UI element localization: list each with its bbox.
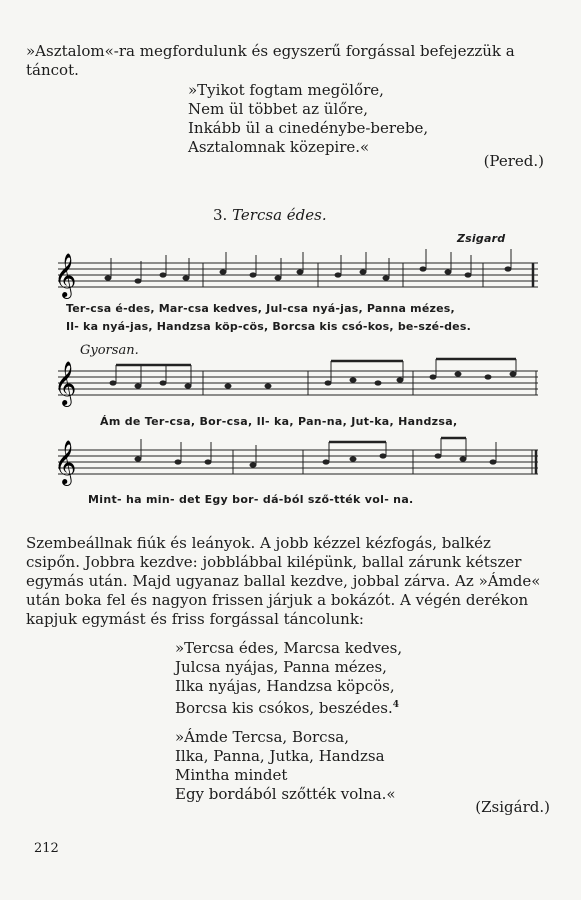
intro-paragraph — [26, 42, 556, 80]
dance-description — [26, 534, 556, 629]
svg-text:𝄞: 𝄞 — [54, 361, 77, 405]
lyric-line: Il- ka nyá-jas, Handzsa köp-cös, Borcsa kis csó-kos, be-szé-des. — [66, 320, 471, 333]
tempo-marking: Gyorsan. — [80, 343, 139, 358]
poem-line: »Ámde Tercsa, Borcsa, — [175, 728, 349, 746]
intro-line: táncot. — [26, 61, 79, 79]
poem-line: Ilka, Panna, Jutka, Handzsa — [175, 747, 385, 765]
svg-text:𝄞: 𝄞 — [54, 440, 77, 484]
paragraph-line: Szembeállnak fiúk és leányok. A jobb kézzel kézfogás, balkéz — [26, 534, 491, 552]
poem-line: Mintha mindet — [175, 766, 288, 784]
poem-line: Nem ül többet az ülőre, — [188, 100, 369, 118]
lyric-line: Mint- ha min- det Egy bor- dá-ból sző-tték vol- na. — [88, 493, 414, 506]
song-title-text: Tercsa édes. — [232, 206, 327, 224]
poem-1 — [188, 81, 428, 157]
svg-text:𝄞: 𝄞 — [54, 253, 77, 297]
poem-1-attribution: (Pered.) — [483, 152, 544, 170]
poem-line: Egy bordából szőtték volna.« — [175, 785, 396, 803]
poem-line-text: Borcsa kis csókos, beszédes. — [175, 699, 393, 717]
music-staff-3 — [38, 433, 548, 491]
poem-2-attribution: (Zsigárd.) — [475, 798, 550, 816]
music-staff-1 — [38, 246, 548, 306]
collector-label: Zsigard — [457, 232, 506, 245]
footnote-mark: 4 — [392, 700, 400, 710]
poem-line: Inkább ül a cinedénybe-berebe, — [188, 119, 429, 137]
poem-line: »Tyikot fogtam megölőre, — [188, 81, 384, 99]
song-title — [213, 206, 327, 224]
paragraph-line: után boka fel és nagyon frissen járjuk a bokázót. A végén derékon — [26, 591, 529, 609]
poem-line: »Tercsa édes, Marcsa kedves, — [175, 639, 403, 657]
poem-line: Ilka nyájas, Handzsa köpcös, — [175, 677, 395, 695]
lyric-line: Ter-csa é-des, Mar-csa kedves, Jul-csa nyá-jas, Panna mézes, — [66, 302, 455, 315]
poem-line: Julcsa nyájas, Panna mézes, — [175, 658, 387, 676]
poem-line — [175, 696, 402, 718]
intro-line: »Asztalom«-ra megfordulunk és egyszerű forgással befejezzük a — [26, 42, 515, 60]
music-staff-2 — [38, 356, 548, 412]
paragraph-line: egymás után. Majd ugyanaz ballal kezdve, jobbal zárva. Az »Ámde« — [26, 572, 541, 590]
paragraph-line: csipőn. Jobbra kezdve: jobblábbal kilépünk, ballal zárunk kétszer — [26, 553, 522, 571]
poem-line: Asztalomnak közepire.« — [188, 138, 370, 156]
poem-2-stanza-2 — [175, 728, 396, 804]
page-number: 212 — [34, 841, 59, 856]
poem-2-stanza-1 — [175, 639, 402, 718]
lyric-line: Ám de Ter-csa, Bor-csa, Il- ka, Pan-na, Jut-ka, Handzsa, — [100, 415, 458, 428]
song-number: 3. — [213, 206, 228, 224]
paragraph-line: kapjuk egymást és friss forgással táncolunk: — [26, 610, 364, 628]
